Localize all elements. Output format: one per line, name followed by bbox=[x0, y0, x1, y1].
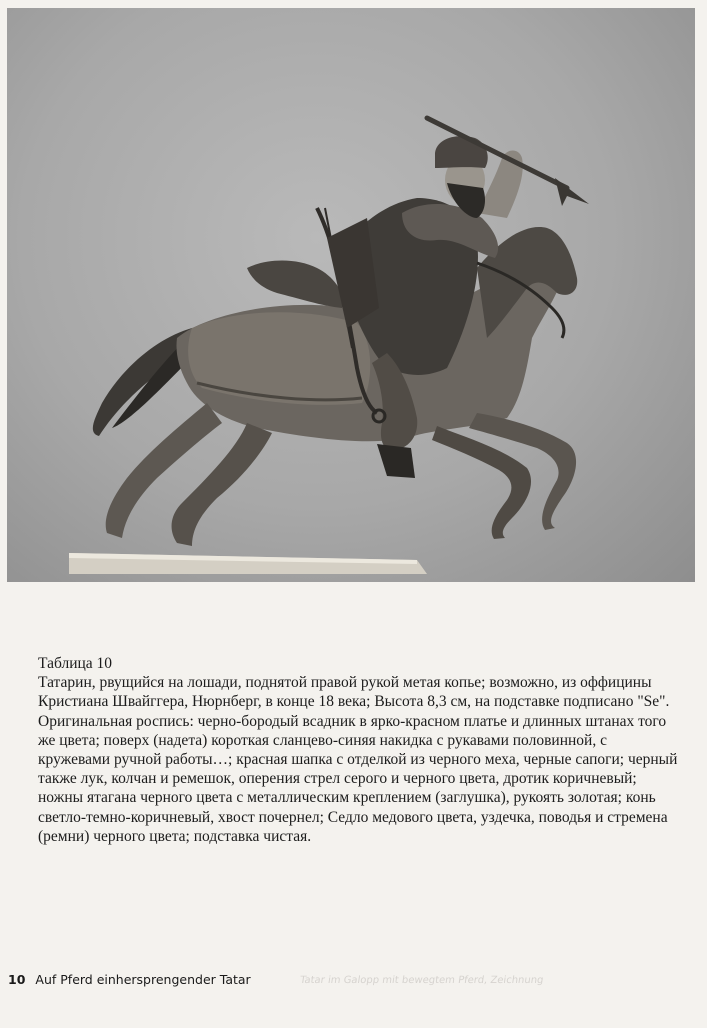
caption-description: Татарин, рвущийся на лошади, поднятой правой рукой метая копье; возможно, из оффицины Кристиана Швайггера, Нюрнберг, в конце 18 века; Высота 8,3 см, на подставке подписано "Se". bbox=[38, 674, 670, 711]
caption bbox=[38, 654, 678, 846]
lance-tip bbox=[555, 178, 589, 206]
saddle-cloth bbox=[188, 312, 370, 405]
horse-hind-leg-1 bbox=[106, 403, 222, 538]
horse-front-leg-2 bbox=[432, 426, 531, 539]
cloak-flap bbox=[247, 261, 343, 309]
rider-hat bbox=[435, 136, 488, 168]
page-footer bbox=[8, 972, 251, 987]
rider-boot bbox=[377, 444, 415, 478]
page-number: 10 bbox=[8, 972, 26, 987]
bleed-through-text: Tatar im Galopp mit bewegtem Pferd, Zeichnung bbox=[299, 975, 545, 986]
tin-figure-tatar-rider-icon bbox=[7, 8, 695, 582]
footer-title: Auf Pferd einhersprengender Tatar bbox=[35, 972, 251, 987]
figure-photo bbox=[7, 8, 695, 582]
caption-title: Таблица 10 bbox=[38, 655, 113, 672]
caption-painting: Оригинальная роспись: черно-бородый всадник в ярко-красном платье и длинных штанах того же цвета; поверх (надета) короткая сланцево-синяя накидка с рукавами половинной, с кружевами ручной работы…; красная шапка с отделкой из черного меха, черные сапоги; черный также лук, колчан и ремешок, оперения стрел серого и черного цвета, дротик коричневый; ножны ятагана черного цвета с металлическим креплением (заглушка), рукоять золотая; конь светло-темно-коричневый, хвост почернел; Седло медового цвета, уздечка, поводья и стремена (ремни) черного цвета; подставка чистая. bbox=[38, 712, 678, 845]
